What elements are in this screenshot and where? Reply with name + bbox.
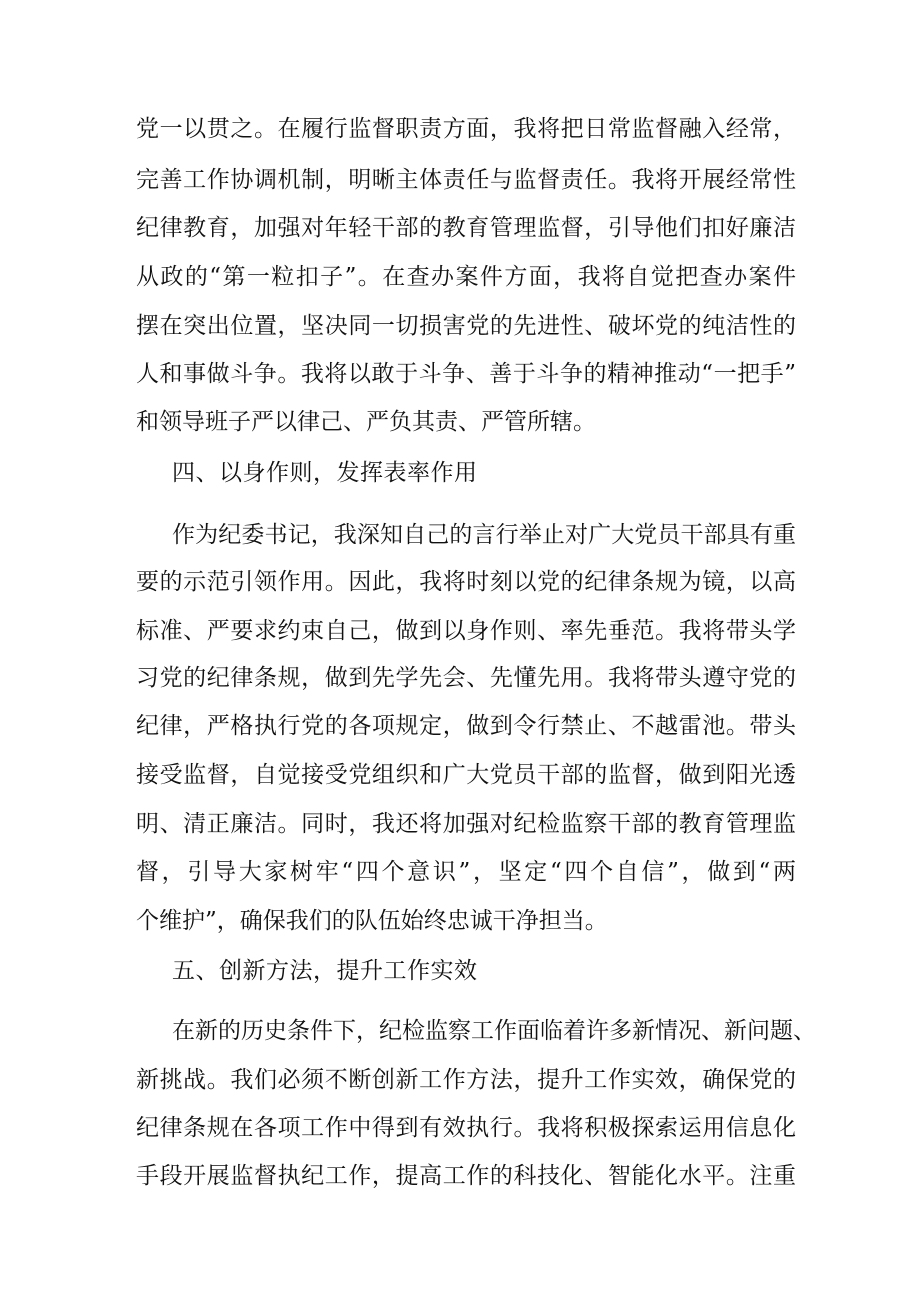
- text-line: 纪律教育，加强对年轻干部的教育管理监督，引导他们扣好廉洁: [136, 215, 796, 241]
- section-heading: 五、创新方法，提升工作实效: [172, 958, 478, 984]
- text-line: 手段开展监督执纪工作，提高工作的科技化、智能化水平。注重: [136, 1163, 796, 1189]
- text-line: 个维护”，确保我们的队伍始终忠诚干净担当。: [136, 908, 608, 934]
- text-line: 要的示范引领作用。因此，我将时刻以党的纪律条规为镜，以高: [136, 569, 796, 595]
- section-heading: 四、以身作则，发挥表率作用: [172, 460, 478, 486]
- text-line: 党一以贯之。在履行监督职责方面，我将把日常监督融入经常，: [136, 116, 796, 142]
- text-line: 接受监督，自觉接受党组织和广大党员干部的监督，做到阳光透: [136, 762, 796, 788]
- text-line: 和领导班子严以律己、严负其责、严管所辖。: [136, 409, 596, 435]
- paragraph-first-line: 作为纪委书记，我深知自己的言行举止对广大党员干部具有重: [172, 522, 796, 548]
- text-line: 人和事做斗争。我将以敢于斗争、善于斗争的精神推动“一把手”: [136, 361, 796, 387]
- paragraph-first-line: 在新的历史条件下，纪检监察工作面临着许多新情况、新问题、: [172, 1018, 816, 1044]
- text-line: 习党的纪律条规，做到先学先会、先懂先用。我将带头遵守党的: [136, 665, 796, 691]
- text-line: 明、清正廉洁。同时，我还将加强对纪检监察干部的教育管理监: [136, 811, 796, 837]
- text-line: 督，引导大家树牢“四个意识”，坚定“四个自信”，做到“两: [136, 859, 796, 885]
- text-line: 新挑战。我们必须不断创新工作方法，提升工作实效，确保党的: [136, 1067, 796, 1093]
- text-line: 纪律，严格执行党的各项规定，做到令行禁止、不越雷池。带头: [136, 713, 796, 739]
- text-line: 从政的“第一粒扣子”。在查办案件方面，我将自觉把查办案件: [136, 264, 796, 290]
- text-line: 完善工作协调机制，明晰主体责任与监督责任。我将开展经常性: [136, 167, 796, 193]
- text-line: 纪律条规在各项工作中得到有效执行。我将积极探索运用信息化: [136, 1115, 796, 1141]
- text-line: 摆在突出位置，坚决同一切损害党的先进性、破坏党的纯洁性的: [136, 313, 796, 339]
- text-line: 标准、严要求约束自己，做到以身作则、率先垂范。我将带头学: [136, 618, 796, 644]
